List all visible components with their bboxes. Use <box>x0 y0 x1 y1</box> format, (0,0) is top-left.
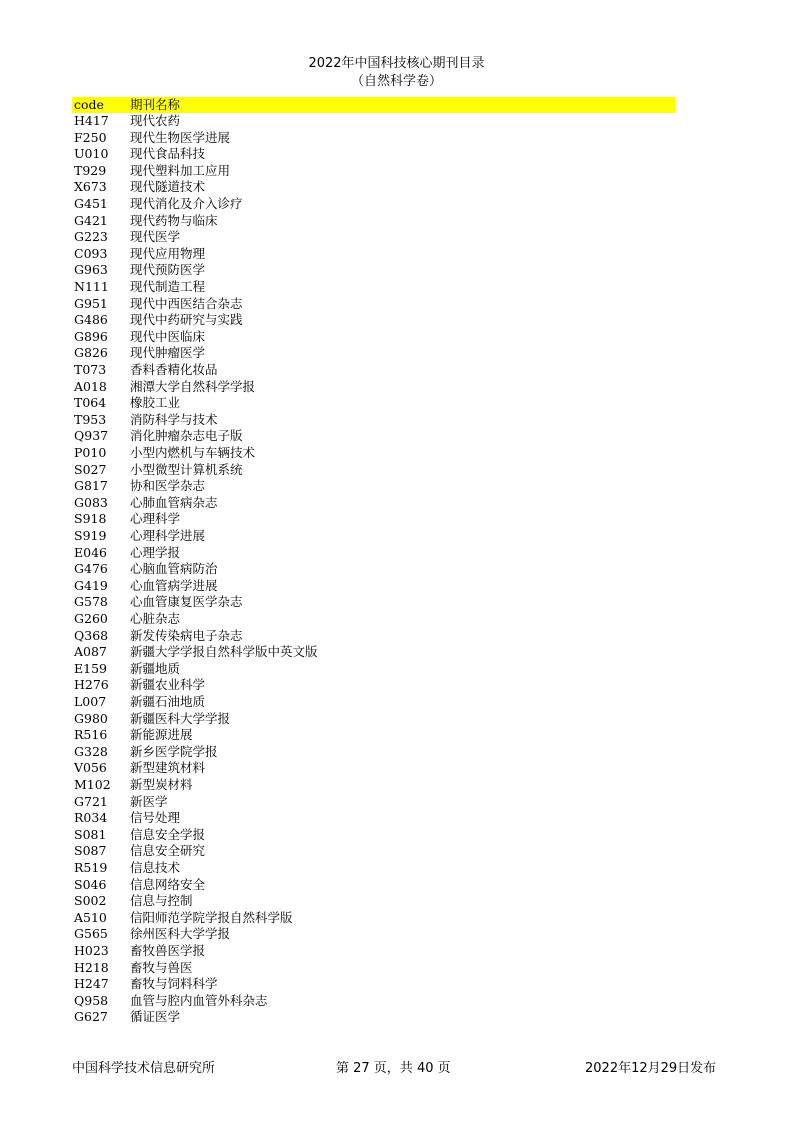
journal-name: 现代应用物理 <box>130 245 206 261</box>
journal-code: Q937 <box>74 428 109 444</box>
page-subtitle: （自然科学卷） <box>350 74 442 89</box>
journal-code: Q958 <box>74 992 109 1008</box>
journal-name: 现代食品科技 <box>130 146 206 162</box>
journal-name: 心理科学进展 <box>130 528 206 543</box>
journal-code: S027 <box>74 461 107 477</box>
journal-code: G260 <box>74 611 108 626</box>
journal-name: 现代预防医学 <box>130 262 206 278</box>
journal-code: L007 <box>74 694 107 709</box>
journal-code: S002 <box>74 893 107 909</box>
journal-code: G451 <box>74 196 108 211</box>
journal-name: 新医学 <box>130 793 168 809</box>
journal-name: 信息网络安全 <box>130 876 206 892</box>
journal-name: 新型炭材料 <box>130 777 193 792</box>
journal-code: H023 <box>74 943 109 958</box>
journal-code: R034 <box>74 810 108 826</box>
journal-name: 新疆农业科学 <box>130 677 206 693</box>
journal-code: S919 <box>74 528 107 543</box>
journal-name: 消化肿瘤杂志电子版 <box>130 428 243 444</box>
header-code: code <box>74 97 104 112</box>
journal-code: T953 <box>74 411 107 427</box>
journal-name: 心肺血管病杂志 <box>130 494 218 510</box>
journal-name: 小型微型计算机系统 <box>130 461 243 477</box>
journal-code: V056 <box>74 760 107 776</box>
journal-name: 现代药物与临床 <box>130 212 218 228</box>
header-name: 期刊名称 <box>130 97 181 112</box>
journal-code: T929 <box>74 162 107 178</box>
journal-name: 心脏杂志 <box>130 611 181 626</box>
journal-name: 湘潭大学自然科学学报 <box>130 378 256 394</box>
journal-name: 新乡医学院学报 <box>130 743 218 759</box>
journal-name: 协和医学杂志 <box>130 478 206 494</box>
footer-page: 第 27 页，共 40 页 <box>336 1061 451 1076</box>
journal-code: G476 <box>74 561 108 577</box>
journal-name: 现代消化及介入诊疗 <box>130 196 243 211</box>
journal-name: 香料香精化妆品 <box>130 362 218 377</box>
journal-code: H417 <box>74 113 109 128</box>
footer-date: 2022年12月29日发布 <box>585 1061 717 1076</box>
journal-code: G421 <box>74 212 108 228</box>
journal-code: H218 <box>74 959 109 975</box>
journal-name: 畜牧与饲料科学 <box>130 976 218 992</box>
journal-name: 信息安全学报 <box>130 826 206 842</box>
journal-name: 循证医学 <box>130 1009 181 1025</box>
journal-name: 畜牧兽医学报 <box>130 943 206 958</box>
journal-name: 心理学报 <box>130 544 181 560</box>
journal-code: X673 <box>74 179 107 195</box>
journal-code: G565 <box>74 926 108 942</box>
journal-code: G328 <box>74 743 108 759</box>
journal-code: P010 <box>74 445 107 460</box>
journal-code: M102 <box>74 777 111 792</box>
journal-name: 新疆大学学报自然科学版中英文版 <box>130 644 318 660</box>
journal-name: 现代中药研究与实践 <box>130 312 243 328</box>
journal-code: H276 <box>74 677 109 693</box>
journal-code: A087 <box>74 644 107 660</box>
journal-code: R516 <box>74 727 108 743</box>
journal-code: G627 <box>74 1009 108 1025</box>
journal-name: 橡胶工业 <box>130 395 181 411</box>
journal-code: S918 <box>74 511 107 527</box>
journal-name: 心脑血管病防治 <box>130 561 218 577</box>
journal-code: T064 <box>74 395 107 411</box>
journal-code: G721 <box>74 793 108 809</box>
journal-name: 信号处理 <box>130 810 181 826</box>
journal-code: G486 <box>74 312 108 328</box>
journal-code: E046 <box>74 544 107 560</box>
journal-code: A018 <box>74 378 107 394</box>
journal-name: 畜牧与兽医 <box>130 959 193 975</box>
journal-name: 信息技术 <box>130 860 181 875</box>
journal-code: S046 <box>74 876 107 892</box>
journal-name: 新型建筑材料 <box>130 760 206 776</box>
journal-name: 现代肿瘤医学 <box>130 345 206 361</box>
journal-name: 心血管病学进展 <box>130 577 218 593</box>
journal-code: G817 <box>74 478 108 494</box>
journal-name: 信阳师范学院学报自然科学版 <box>130 909 293 925</box>
journal-name: 小型内燃机与车辆技术 <box>130 445 256 460</box>
journal-code: G951 <box>74 295 108 311</box>
journal-name: 现代隧道技术 <box>130 179 206 195</box>
journal-code: G578 <box>74 594 108 610</box>
journal-code: E159 <box>74 660 107 676</box>
journal-name: 新疆地质 <box>130 660 181 676</box>
journal-name: 新发传染病电子杂志 <box>130 627 243 643</box>
journal-name: 新疆医科大学学报 <box>130 710 231 726</box>
journal-code: G826 <box>74 345 108 361</box>
journal-code: U010 <box>74 146 109 162</box>
journal-name: 消防科学与技术 <box>130 411 218 427</box>
journal-code: Q368 <box>74 627 109 643</box>
page-title: 2022年中国科技核心期刊目录 <box>308 56 485 71</box>
journal-code: S081 <box>74 826 107 842</box>
journal-name: 现代塑料加工应用 <box>130 162 231 178</box>
journal-code: G896 <box>74 328 108 344</box>
journal-name: 徐州医科大学学报 <box>130 926 231 942</box>
journal-name: 现代医学 <box>130 229 181 245</box>
journal-name: 现代生物医学进展 <box>130 129 231 145</box>
journal-code: N111 <box>74 279 109 294</box>
journal-code: A510 <box>74 909 107 925</box>
journal-name: 信息安全研究 <box>130 843 206 859</box>
journal-code: G963 <box>74 262 108 278</box>
journal-name: 新疆石油地质 <box>130 694 206 709</box>
journal-name: 现代制造工程 <box>130 279 206 294</box>
journal-code: G419 <box>74 577 108 593</box>
journal-name: 现代农药 <box>130 113 181 128</box>
journal-code: T073 <box>74 362 107 377</box>
journal-code: G083 <box>74 494 108 510</box>
journal-name: 心血管康复医学杂志 <box>130 594 243 610</box>
journal-name: 心理科学 <box>130 511 181 527</box>
journal-name: 信息与控制 <box>130 893 193 909</box>
journal-code: S087 <box>74 843 107 859</box>
journal-name: 现代中医临床 <box>130 328 206 344</box>
journal-code: H247 <box>74 976 109 992</box>
journal-code: G223 <box>74 229 108 245</box>
journal-code: R519 <box>74 860 108 875</box>
journal-name: 血管与腔内血管外科杂志 <box>130 992 268 1008</box>
journal-name: 现代中西医结合杂志 <box>130 295 243 311</box>
journal-name: 新能源进展 <box>130 727 193 743</box>
journal-code: G980 <box>74 710 108 726</box>
journal-code: C093 <box>74 245 108 261</box>
journal-code: F250 <box>74 129 107 145</box>
footer-org: 中国科学技术信息研究所 <box>72 1061 216 1076</box>
